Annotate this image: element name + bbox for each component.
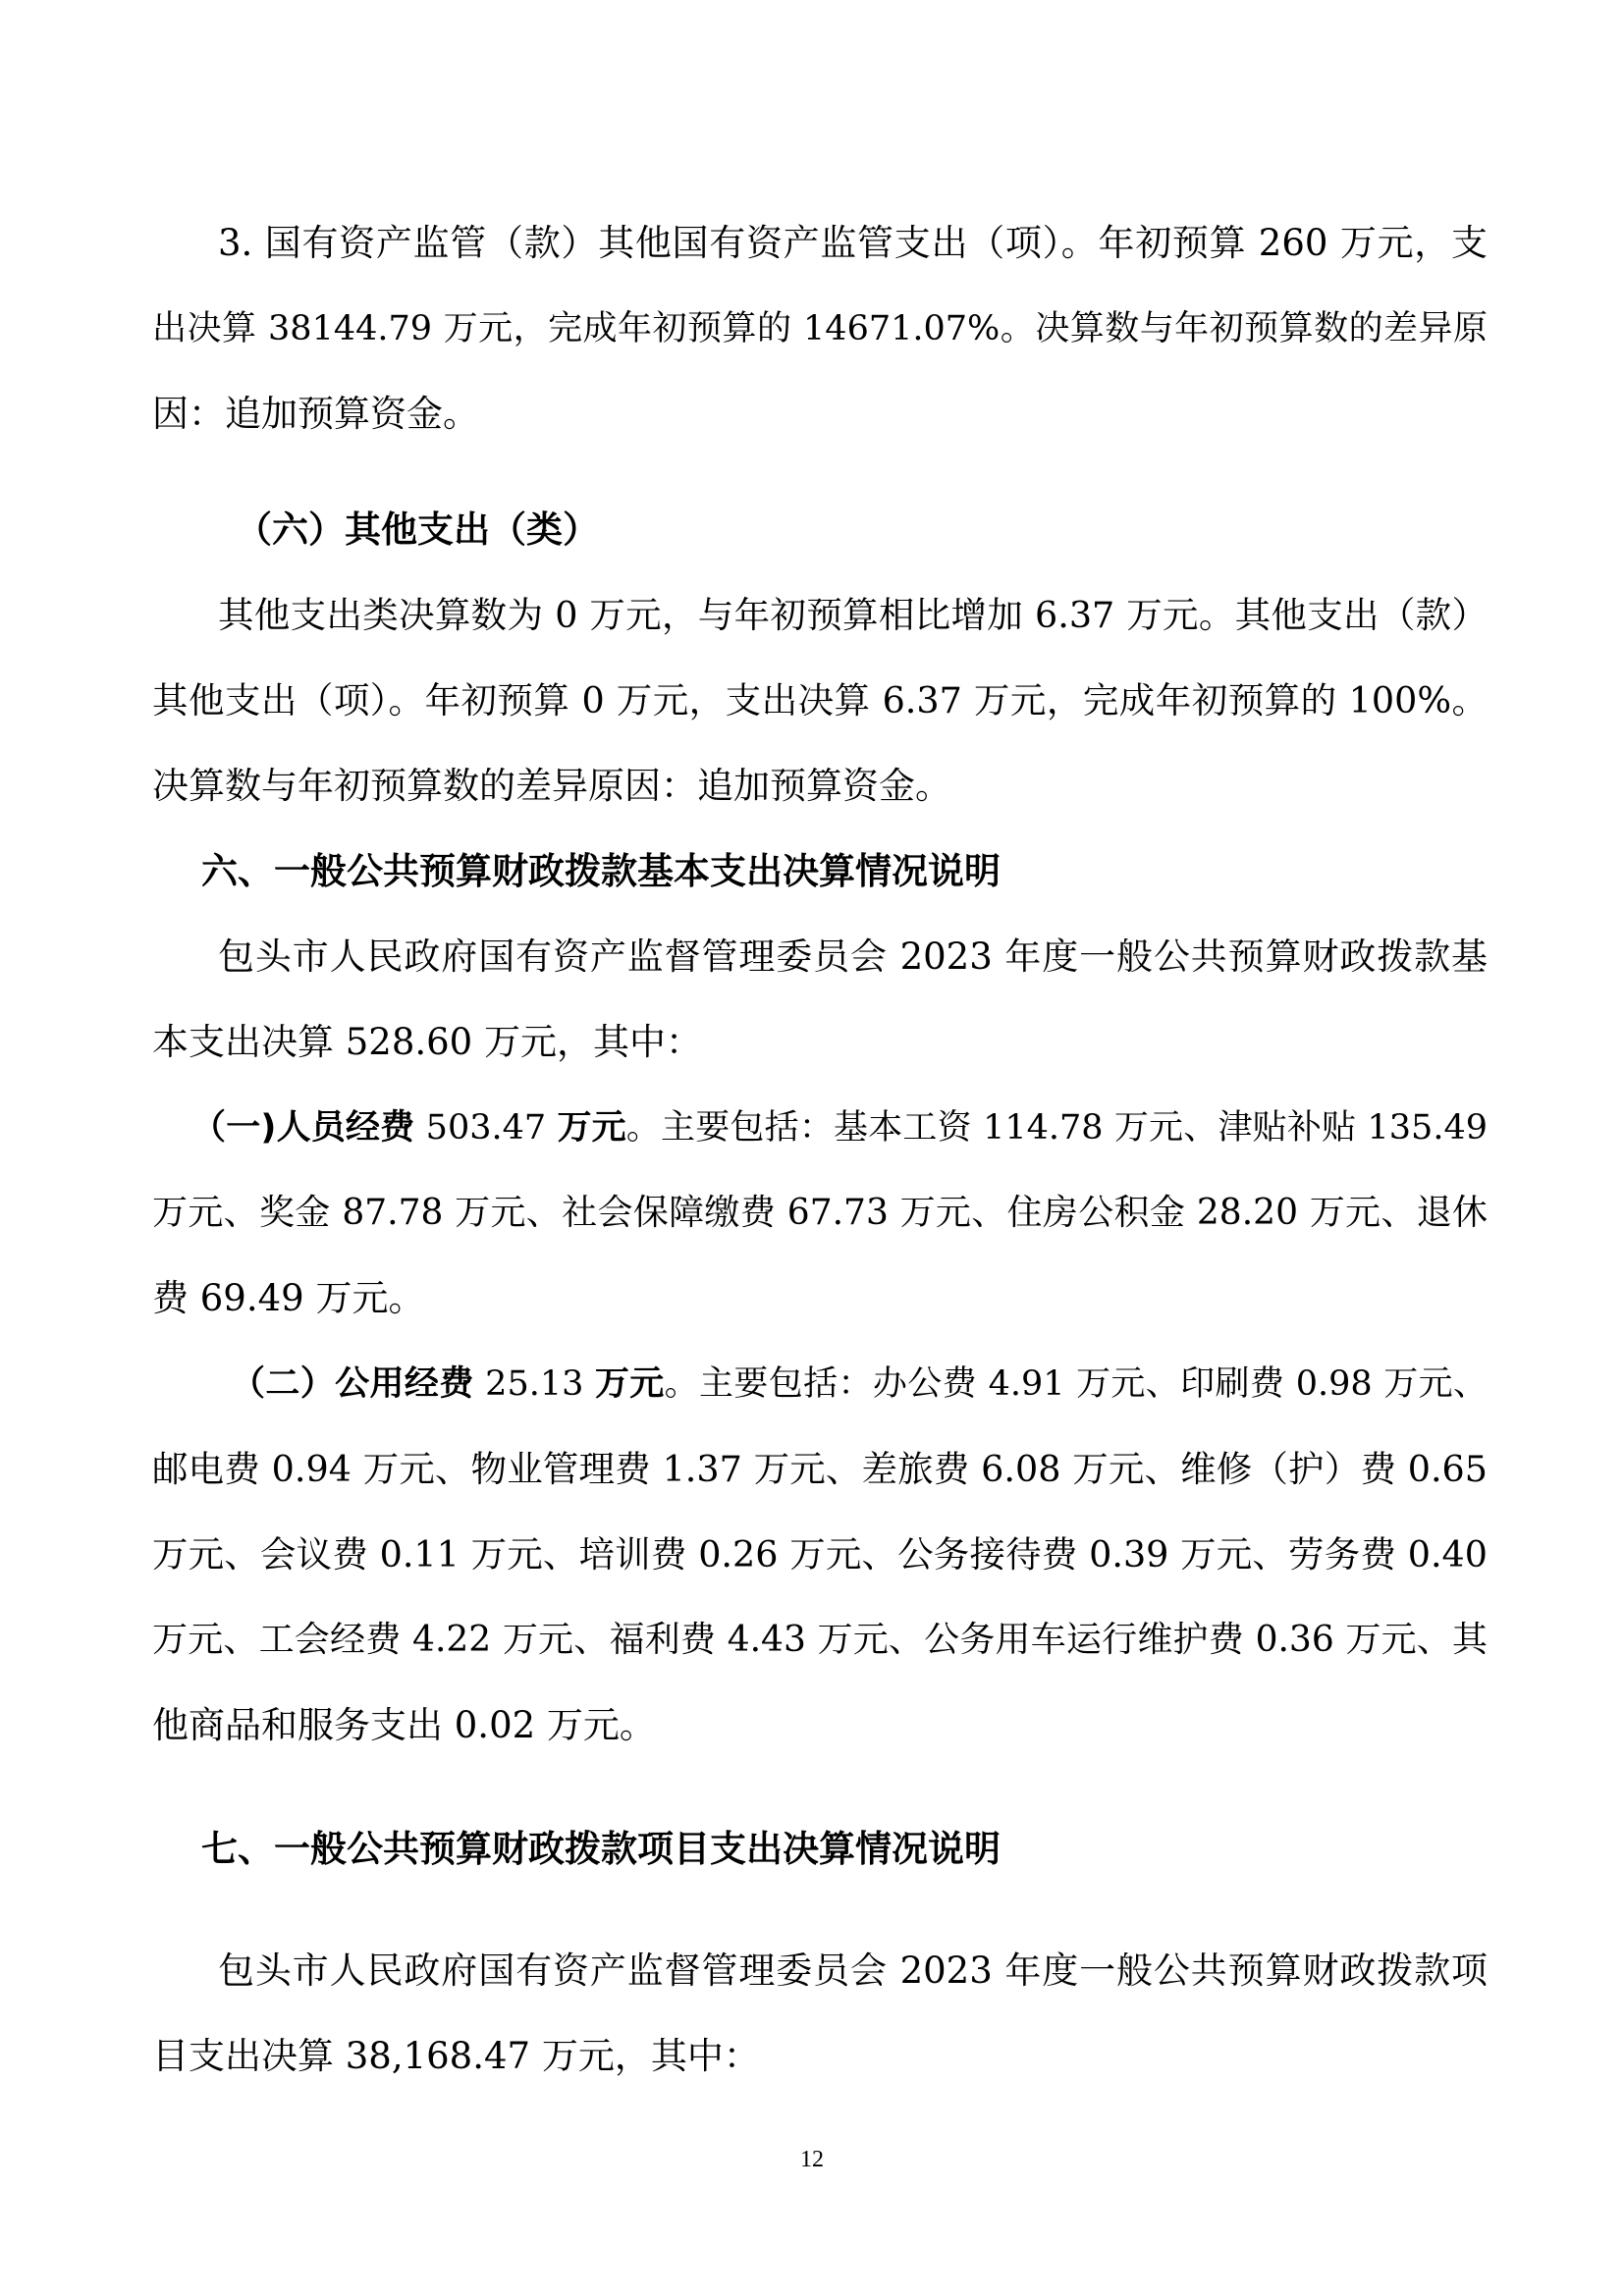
section-heading-other-expenditure: （六）其他支出（类）: [236, 508, 599, 551]
paragraph-line: 因：追加预算资金。: [152, 393, 479, 435]
paragraph-line: 包头市人民政府国有资产监督管理委员会 2023 年度一般公共预算财政拨款基: [218, 935, 1488, 978]
paragraph-line: 万元、会议费 0.11 万元、培训费 0.26 万元、公务接待费 0.39 万元、劳务费 0.40: [152, 1533, 1488, 1575]
paragraph-line: 目支出决算 38,168.47 万元，其中：: [152, 2035, 760, 2077]
public-expenses-unit: 万元: [594, 1364, 665, 1404]
paragraph-line: 邮电费 0.94 万元、物业管理费 1.37 万元、差旅费 6.08 万元、维修（护）费 0.65: [152, 1448, 1488, 1490]
paragraph-line: 决算数与年初预算数的差异原因：追加预算资金。: [152, 765, 951, 807]
public-expenses-line: [231, 1362, 1488, 1406]
paragraph-line: 万元、工会经费 4.22 万元、福利费 4.43 万元、公务用车运行维护费 0.36 万元、其: [152, 1620, 1488, 1660]
paragraph-line: 其他支出（项）。年初预算 0 万元，支出决算 6.37 万元，完成年初预算的 100%。: [152, 679, 1488, 721]
personnel-expenses-line: [191, 1106, 1488, 1149]
paragraph-line: 出决算 38144.79 万元，完成年初预算的 14671.07%。决算数与年初预算数的差异原: [152, 309, 1488, 348]
public-expenses-detail: 。主要包括：办公费 4.91 万元、印刷费 0.98 万元、: [664, 1364, 1488, 1404]
paragraph-line: 包头市人民政府国有资产监督管理委员会 2023 年度一般公共预算财政拨款项: [218, 1949, 1488, 1992]
public-expenses-amount: 25.13: [485, 1364, 584, 1404]
paragraph-line: 其他支出类决算数为 0 万元，与年初预算相比增加 6.37 万元。其他支出（款）: [218, 594, 1488, 636]
personnel-expenses-amount: 503.47: [425, 1108, 547, 1148]
paragraph-line: 3. 国有资产监管（款）其他国有资产监管支出（项）。年初预算 260 万元，支: [218, 222, 1488, 264]
section-heading-project-expenditure: 七、一般公共预算财政拨款项目支出决算情况说明: [201, 1828, 1001, 1870]
paragraph-line: 他商品和服务支出 0.02 万元。: [152, 1704, 656, 1746]
section-heading-basic-expenditure: 六、一般公共预算财政拨款基本支出决算情况说明: [201, 850, 1001, 892]
personnel-expenses-detail: 。主要包括：基本工资 114.78 万元、津贴补贴 135.49: [625, 1108, 1488, 1148]
personnel-expenses-label: （一)人员经费: [191, 1108, 415, 1148]
personnel-expenses-unit: 万元: [557, 1108, 626, 1148]
paragraph-line: 费 69.49 万元。: [152, 1277, 425, 1319]
page-number: 12: [800, 2147, 824, 2172]
paragraph-line: 本支出决算 528.60 万元，其中：: [152, 1021, 702, 1063]
paragraph-line: 万元、奖金 87.78 万元、社会保障缴费 67.73 万元、住房公积金 28.20 万元、退休: [152, 1193, 1488, 1233]
public-expenses-label: （二）公用经费: [231, 1364, 474, 1404]
